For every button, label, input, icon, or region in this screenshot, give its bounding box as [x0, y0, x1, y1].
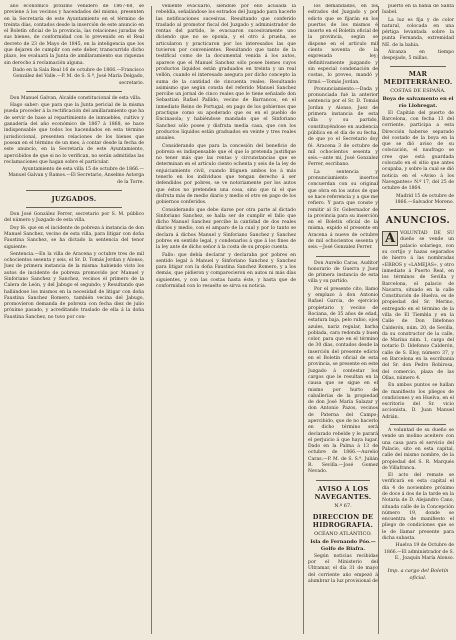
ocean-label: OCÉANO ATLÁNTICO. [314, 530, 372, 537]
signature: Madrid 15 de octubre de 1866.—Salvador Moreno. [394, 193, 454, 205]
column-2 [156, 4, 296, 634]
paragraph: A voluntad de su dueño se vende un molino aceitero con una casa para el servicio del Palacio, sito en esta capital, calle del mismo nombre, de la propiedad del S. R. Marqués de Villafranca. [382, 428, 454, 471]
paragraph: Doy fé: que en el incidente de pobreza á instancia de don Manuel Sanchez, vecino de esta villa, para litigar con doña Faustina Sanchez, se ha dictado la sentencia del tenor siguiente: [4, 225, 144, 250]
divider [390, 66, 446, 67]
paragraph: La sentencia y pronunciamiento insertos concuerdan con su original que obra en los autos de que se hace referencia y a que me refiero. Y para que conste y remitir al Sr. Gobernador de la provincia para su inserción en el Boletín oficial de la misma, expido el presente en Aracena á nueve de octubre de mil ochocientos sesenta y seis.—José Gonzalez Ferrer. [308, 169, 378, 251]
paragraph: El Capitán del puerto de Barcelona, con fecha 13 del corriente, participa a esta Dirección haberse separado del costado de la boya en la que se dió aviso de su colocación, el naufrago se cree que está guardada colocado en el sitio que antes ocupaba, y sobre la cual se dió noticia en el «Aviso á los Navegantes» N.º 17, del 25 de octubre de 1864. [382, 110, 454, 192]
paragraph: Hago saber: que para que la Junta pericial de la misma pueda proceder á la rectificación del amillaramiento que ha de servir de base al repartimiento de inmuebles, cultivo y ganadería del año económico de 1867 á 1868, se hace indispensable que todos los hacendados en esta término jurisdiccional, presenten relaciones de los bienes que posean en el término de un mes, á contar desde la fecha de este anuncio, en la Secretaría de este Ayuntamiento, apercibidos de que si no lo verifican, no serán admitidas las reclamaciones que hagan sobre el particular. [4, 103, 144, 165]
paragraph: Don José González Ferrer, secretario por S. M. público del número y Juzgado de esta villa. [4, 212, 144, 224]
paragraph: Don Aurelio Caras, Auditor honorario de Guerra y Juez de primera instancia de esta villa y su partido. [308, 260, 378, 285]
paragraph: Fallo: que debía declarar y declaraba por pobres en sentido legal á Manuel y Sinforiano Sanchez y Sanchez para litigar con la doña Faustina Sanchez Romero, y a los demás, que pidieron y comparecieron en autos ni más días siguientes, y con las costas hasta éste, y hasta que de conformidad con lo resuelto se sirva su noticia. [156, 252, 296, 290]
drop-cap: A [382, 231, 398, 246]
column-rule [303, 6, 304, 634]
coast-label: COSTAS DE ESPAÑA. [390, 87, 446, 94]
paragraph: Sentencia.—En la villa de Aracena y octubre tres de mil ochocientos sesenta y seis, el Sr. D. Tomás Jordan y Alonso, Juez de primera instancia de la misma: habiendo visto los autos de incidente de pobreza promovido por Manuel y Sinforiano Sanchez y Sanchez, vecinos el primero de la Calera de León, y del Jabugo el segundo; y Resultando que hallándose los mismos en la necesidad de litigar con doña Faustina Sanchez Romero, también vecina del Jabugo, promovieron demanda de pobreza con fecha diez de julio próximo pasado, y acreditando traslado de ella á la doña Faustina Sanchez, no tuvo por con- [4, 251, 144, 320]
paragraph: En ambos puntos se hallan de manifiesto los pliegos de condiciones y en Huelva, en el escritorio del Sr. vicio accionista, D. Juan Manuel Adrián. [382, 383, 454, 420]
paragraph: puerto en la bahía de Santa Isabel. [382, 4, 454, 16]
anuncios-heading: ANUNCIOS. [385, 216, 451, 227]
buoy-title: Boya de salvamento en el río Llobregat. [382, 95, 454, 109]
divider [26, 91, 122, 92]
ad-paragraph [382, 231, 454, 382]
divider [316, 256, 370, 257]
divider [390, 209, 446, 210]
paragraph: Considerando que para la concesión del beneficio de pobreza es indispensable que el que lo pretenda justifique no tener más que las rentas y circunstancias que se determinan en el artículo ciento ochenta y seis de la ley de enjuiciamiento civil, cuando litiguen ambos los á más tenerlo en los individuos que tengan derecho á ser defendidos por pobres, se ve notoriamente por los autos que éstos no pretenden una cosa, sino que ni el que disfruta más de medio diario y medio el otro en pago de los gobiernos conferidos. [156, 143, 296, 206]
signature: Ayuntamiento de esta villa 15 de octubre de 1866.—Manuel Galvan y Ramos.—El Secretario, Anselmo Astorga de la Torre. [8, 167, 144, 185]
divider [390, 424, 446, 425]
divider [316, 480, 370, 481]
signature: Huelva 19 de Octubre de 1866.—El administrador de S. E., Joaquín María Alonso. [383, 543, 454, 561]
paragraph: Alcanza en tiempo despejado, 5 millas. [382, 50, 454, 62]
paragraph: los demandados, en los estrados del Juzgado y por edicto que se fijarán en los puertos de los mismos é inserto en el Boletín oficial de la provincia, según se dispone en el artículo mil ciento noventa de la expresada ley; definitivamente juzgando y sin especial condenación de costas, lo proveo, mandó y firmó.—Tomás Jordan. [308, 4, 378, 85]
paragraph: Por el presente cito, llamo y emplazo á don Antonio Rafael Garcia, de ejercicio propietario y vecino de Rociana, de 35 años de edad, estatura baja, pelo rubio, ojos azules, nariz regular, barba poblada, cara redonda y buen color, para que en el término de 30 días, contados desde la inserción del presente edicto en el Boletín oficial de esta provincia, se presente en este Juzgado á contestar los cargos que le resultan en la causa que se sigue en el mismo por hurto de caballerías de la propiedad de don José María Salazar y don Antonio Pazos, vecinos de Paterna del Campo; apercibido, que de no hacerlo en dicho término será declarado rebelde y le parará el perjuicio á que haya lugar. Dado en la Palma á 13 de octubre de 1866.—Aurelio Caras.—P. M. de S. S.ª, Julián R. Sevilla.—José Gomez Nevado. [308, 286, 378, 475]
paragraph: El acto del remate se verificará en esta capital el día 4 de noviembre próximo de doce á dos de la tarde en la Notaria de D. Alejandro Cano, situada calle de la Concepción número 19, donde se encuentra de manifiesto el pliego de condiciones que se le de llamar presente para dicha subasta. [382, 473, 454, 542]
paragraph: veniente evacuarlo, siéndole por ello acusada la rebeldía, señalándose los estrados del Juzgado para hacerle las notificaciones sucesivas. Resultando que conferido traslado al promotor fiscal del Juzgado y administrador de rentas del partido, le evacuaron sucesivamente uno diciendo que no se oponía, y el otro á prueba, se articularon y practicaron por los interesados las que tuvieron por convenientes. Resultando que tanto de la testifical como de la documental venida á los autos, aparece que el Manuel Sanchez sólo posee bienes cuyos productos líquidos están graduados en treinta y un real vellón, cuando el interesado asegura por dicho concepto la suma de la cantidad de cincuenta reales. Resultando asimismo que según consta del referido Manuel Sanchez percibe un jornal de cinco reales que le tiene señalado don Sebastian Rafael Pallido, vecino de Barrancos, en el inmediato Reino de Portugal, en pago de los gobiernos que practique como su apoderado que es en el pueblo de Encinasola; y habiéndose mandado que el Sinforiano Sanchez sólo posee y disfruta media casa, que con los productos líquidos están graduados en veinte y tres reales anuales. [156, 4, 296, 142]
paragraph: La luz es fija y de color natural, colocada en una pértiga levantada sobre la punta Fernanda, extremidad NE. de la bahía. [382, 17, 454, 48]
paragraph: Considerando que debe darse por otra parte al dictado Sinforiano Sanchez, se halla ser de cumplir el fallo que dicho Manuel Sanchez percibe la cantidad de dos reales diarios y medio, con el amparo de la cual y por lo tanto se declara á dichos Manuel y Sinforiano Sanchez y Sanchez pobres en sentido legal, y condenarlos á que á los fines de la ley ante de dicho señor á la costa de su propio cuenta. [156, 207, 296, 251]
column-rule [378, 6, 379, 634]
paragraph: Don Manuel Galvan, Alcalde constitucional de esta villa. [10, 95, 142, 101]
column-3 [308, 4, 378, 634]
column-4 [382, 4, 454, 634]
divider [26, 190, 122, 191]
ad-text: VOLUNTAD DE SU dueño se vende un palacio solariego, con su cortijo y hazas separados de hierro á las nombradas «ERBOS y «LAMEJAS», y otro inmediato á Puerto Real, en los términos de Sevilla y Barcelona, el palacio de Navarra, situado en la calle Constitución de Huelva, es de propiedad del Sr. Merino, entregado en el término de la villa de El Tiembla y en la Calle de Don Ildefonso Calderón, núm. 20, de Sevilla, da su constructor de la calle, de Marina núm. 1, cargo del notario D. Ildefonso Calderón, calle de S. Eloy, número 37, y en Barcelona en la escribanía del Sr. don Pedro Robirosa, del comercio, plaza de las Ollas, número 4. [382, 231, 454, 381]
section-heading-aviso: AVISO Á LOS NAVEGANTES. [314, 484, 372, 501]
imprint-footer: Imp. a cargo del Boletín oficial. [387, 568, 449, 581]
signature: Dado en la Sala Real 16 de octubre de 1866.—Francisco González del Valle.—P. M. de S. S.ª, José María Delgado, secretario. [12, 67, 144, 86]
section-heading-mediterraneo: MAR MEDITERRÁNEO. [383, 69, 453, 86]
divider [26, 207, 122, 208]
section-heading-juzgados: JUZGADOS. [51, 195, 97, 204]
notice-number: N.º 67. [334, 502, 352, 509]
column-1 [4, 4, 144, 634]
paragraph: Pronunciamiento.—Dada y pronunciada fué la anterior sentencia por el Sr. D. Tomás Jordan y Alonso, Juez de primera instancia de esta villa y su partido, constituyéndose en audiencia pública en el día de su fecha, de que yo el Secretario doy fé. Aracena 3 de octubre de mil ochocientos sesenta y seis.—ante mí, José Gonzalez Ferrer, escribano. [308, 86, 378, 168]
section-heading-hidrografia: DIRECCION DE HIDROGRAFIA. [312, 512, 374, 529]
paragraph: Según noticias recibidas por el Ministerio del Ultramar, el día 31 de mayo del corriente año empezó á alumbrar la luz provisional de [308, 553, 378, 584]
column-rule [151, 6, 152, 634]
paragraph: año económico próximo venidero de 1867-68, se previene á los vecinos y hacendados del mismo, presenten en la Secretaría de este Ayuntamiento en el término de treinta días, contados desde la inserción de este anuncio en el Boletín oficial de la provincia, las relaciones juradas de sus bienes, de conformidad con lo prevenido en el Real decreto de 23 de Mayo de 1845, en la inteligencia que los que dejaren de cumplir con este deber, transcurrido dicho plazo, les evaluará la Junta de amillaramiento sus riquezas sin derecho á reclamación alguna. [4, 4, 144, 66]
light-title: Isla de Fernando Póo.—Golfo de Biafra. [310, 538, 376, 552]
